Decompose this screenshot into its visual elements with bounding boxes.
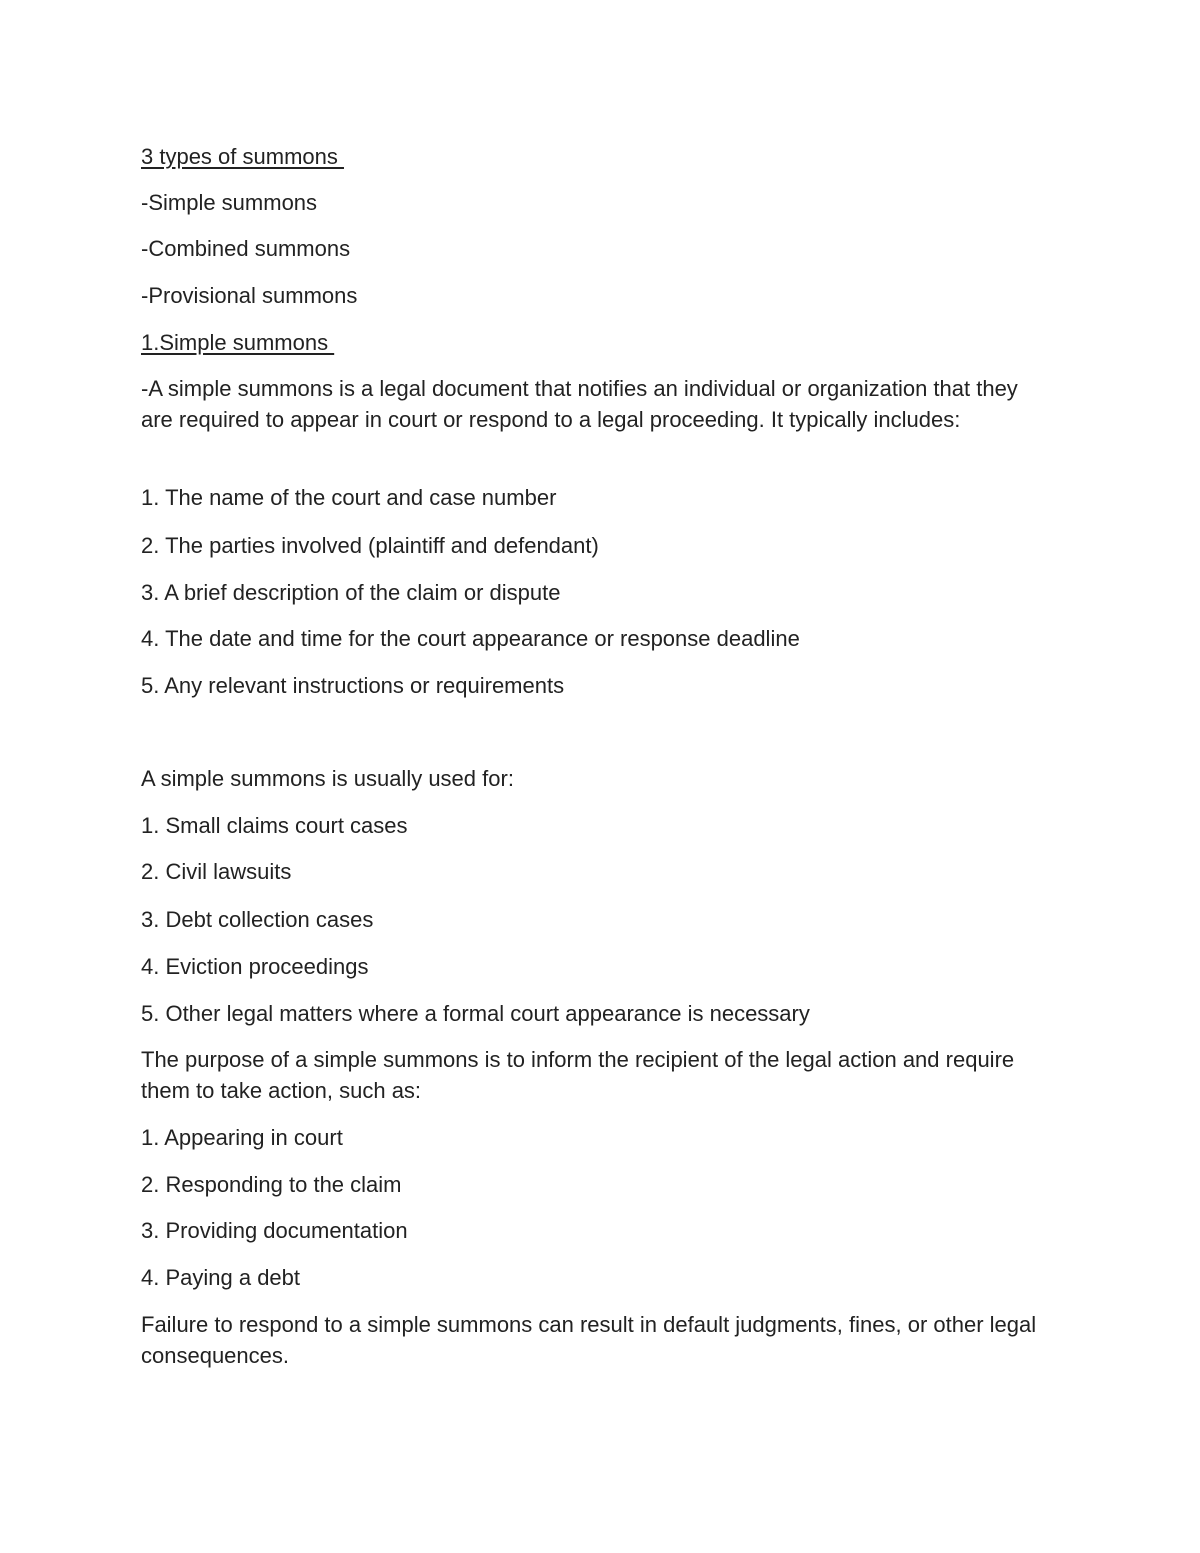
action-item: 3. Providing documentation [141, 1218, 408, 1243]
used-for-item: 3. Debt collection cases [141, 907, 374, 932]
includes-item: 4. The date and time for the court appearance or response deadline [141, 626, 800, 651]
action-item: 2. Responding to the claim [141, 1172, 402, 1197]
used-for-item: 2. Civil lawsuits [141, 859, 292, 884]
includes-item: 1. The name of the court and case number [141, 485, 557, 510]
used-for-intro: A simple summons is usually used for: [141, 766, 514, 791]
type-item: -Combined summons [141, 236, 351, 261]
includes-item: 2. The parties involved (plaintiff and defendant) [141, 533, 599, 558]
page-heading-text: 3 types of summons [141, 144, 344, 169]
includes-item: 5. Any relevant instructions or requirements [141, 673, 565, 698]
section-heading-text: 1.Simple summons [141, 330, 335, 355]
intro-paragraph: -A simple summons is a legal document that notifies an individual or organization that they are required to appear in court or respond to a legal proceeding. It typically includes: [141, 376, 1018, 432]
action-item: 1. Appearing in court [141, 1125, 343, 1150]
used-for-item: 4. Eviction proceedings [141, 954, 369, 979]
page-heading [141, 141, 344, 172]
type-item: -Simple summons [141, 190, 318, 215]
used-for-item: 5. Other legal matters where a formal court appearance is necessary [141, 1001, 810, 1026]
purpose-paragraph: The purpose of a simple summons is to inform the recipient of the legal action and require them to take action, such as: [141, 1047, 1015, 1103]
failure-paragraph: Failure to respond to a simple summons can result in default judgments, fines, or other legal consequences. [141, 1312, 1037, 1368]
action-item: 4. Paying a debt [141, 1265, 301, 1290]
used-for-item: 1. Small claims court cases [141, 813, 408, 838]
type-item: -Provisional summons [141, 283, 358, 308]
includes-item: 3. A brief description of the claim or dispute [141, 580, 561, 605]
section-heading [141, 327, 334, 358]
